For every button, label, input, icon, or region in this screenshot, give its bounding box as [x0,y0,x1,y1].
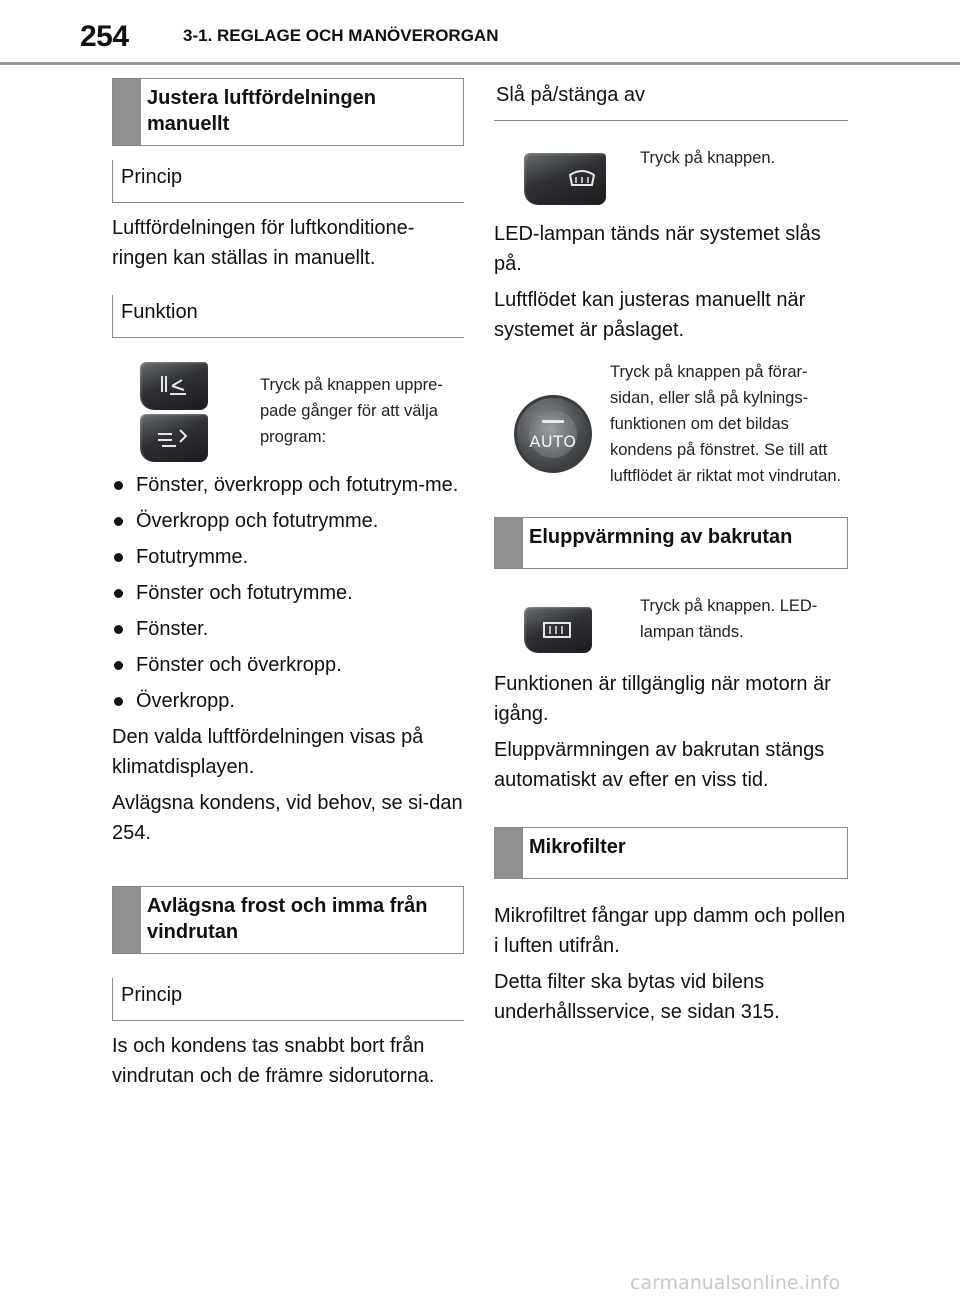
heading-label: Justera luftfördelningen manuellt [147,87,376,135]
rear-defrost-caption: Tryck på knappen. LED-lampan tänds. [640,597,818,641]
defrost-button-figure [494,145,848,205]
upper-body-footwell-button-icon [140,414,208,462]
auto-off-text: Eluppvärmningen av bakrutan stängs automatiskt av efter en viss tid. [494,739,825,791]
heading-bar [113,887,141,953]
right-column [494,78,848,1033]
princip-heading: Princip [112,160,464,203]
header-rule [0,62,960,65]
program-list [112,470,464,716]
defrost-button-icon [524,153,606,205]
heading-microfilter [494,827,848,879]
princip-heading: Princip [112,978,464,1021]
list-item: Fönster och fotutrymme. [112,578,464,608]
princip-text: Luftfördelningen för luftkonditione-ringen kan ställas in manuellt. [112,217,415,269]
auto-knob-figure [494,359,848,489]
knob-minus-mark [542,420,564,423]
distribution-buttons-image [140,362,236,462]
list-item: Överkropp och fotutrymme. [112,506,464,536]
defrost-caption: Tryck på knappen. [640,149,776,167]
heading-defrost [112,886,464,954]
rear-defrost-figure [494,593,848,653]
watermark: carmanualsonline.info [630,1272,841,1294]
princip-text: Is och kondens tas snabbt bort från vindrutan och de främre sidorutorna. [112,1035,435,1087]
funktion-heading: Funktion [112,295,464,338]
heading-label: Avlägsna frost och imma från vindrutan [147,895,428,943]
filter-text-1: Mikrofiltret fångar upp damm och pollen i luften utifrån. [494,905,846,957]
auto-knob-icon [514,395,592,473]
heading-manual-distribution [112,78,464,146]
heading-label: Mikrofilter [529,836,626,858]
list-item: Fönster. [112,614,464,644]
engine-running-text: Funktionen är tillgänglig när motorn är igång. [494,673,831,725]
knob-label: AUTO [529,432,577,451]
list-item: Fönster och överkropp. [112,650,464,680]
window-upper-body-button-icon [140,362,208,410]
list-item: Överkropp. [112,686,464,716]
distribution-buttons-figure [112,362,464,462]
onoff-heading: Slå på/stänga av [494,78,848,121]
heading-bar [495,828,523,878]
rear-defrost-button-icon [524,607,592,653]
left-column [112,78,464,1097]
led-text: LED-lampan tänds när systemet slås på. [494,223,821,275]
auto-caption: Tryck på knappen på förar-sidan, eller slå på kylnings-funktionen om det bildas kondens på fönstret. Se till att luftflödet är riktat mot vindrutan. [610,363,842,485]
distribution-caption: Tryck på knappen uppre-pade gånger för att välja program: [260,376,443,446]
condensation-ref-text: Avlägsna kondens, vid behov, se si-dan 254. [112,792,463,844]
heading-rear-window-heating [494,517,848,569]
list-item: Fotutrymme. [112,542,464,572]
page-number: 254 [80,20,129,53]
section-title: 3-1. REGLAGE OCH MANÖVERORGAN [183,26,499,45]
heading-bar [495,518,523,568]
airflow-text: Luftflödet kan justeras manuellt när systemet är påslaget. [494,289,806,341]
list-item: Fönster, överkropp och fotutrym-me. [112,470,464,500]
filter-text-2: Detta filter ska bytas vid bilens underhållsservice, se sidan 315. [494,971,780,1023]
heading-bar [113,79,141,145]
display-text: Den valda luftfördelningen visas på klimatdisplayen. [112,726,424,778]
heading-label: Eluppvärmning av bakrutan [529,526,793,548]
